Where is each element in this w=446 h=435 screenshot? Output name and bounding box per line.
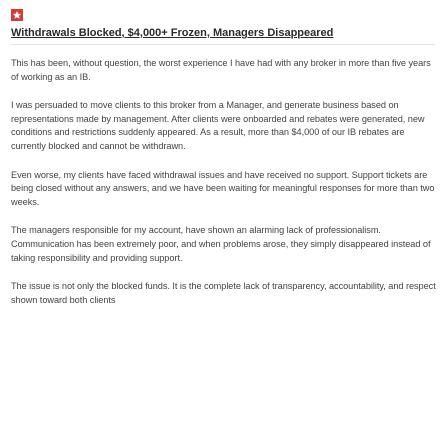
review-paragraph: This has been, without question, the worst experience I have had with any broker in more than five years of working as an IB. [11,58,431,82]
review-paragraph: The issue is not only the blocked funds. It is the complete lack of transparency, accountability, and respect shown toward both clients [11,281,436,305]
review-title-link[interactable]: Withdrawals Blocked, $4,000+ Frozen, Managers Disappeared [11,27,334,39]
review-card [11,8,437,322]
review-paragraph: Even worse, my clients have faced withdrawal issues and have received no support. Support tickets are being closed without any answers, and we have been waiting for meaningful responses for more than two weeks. [11,169,435,207]
divider [11,44,435,45]
star-icon [11,9,23,21]
review-paragraph: The managers responsible for my account, have shown an alarming lack of professionalism. Communication has been extremely poor, and when problems arose, they simply disappeared instead of taking responsibility and providing support. [11,225,431,263]
review-paragraph: I was persuaded to move clients to this broker from a Manager, and generate business based on representations made by management. After clients were onboarded and rebates were generated, new conditions and restrictions suddenly appeared. As a result, more than $4,000 of our IB rebates are currently blocked and cannot be withdrawn. [11,100,425,151]
review-body [11,57,437,307]
star-rating [11,8,437,22]
